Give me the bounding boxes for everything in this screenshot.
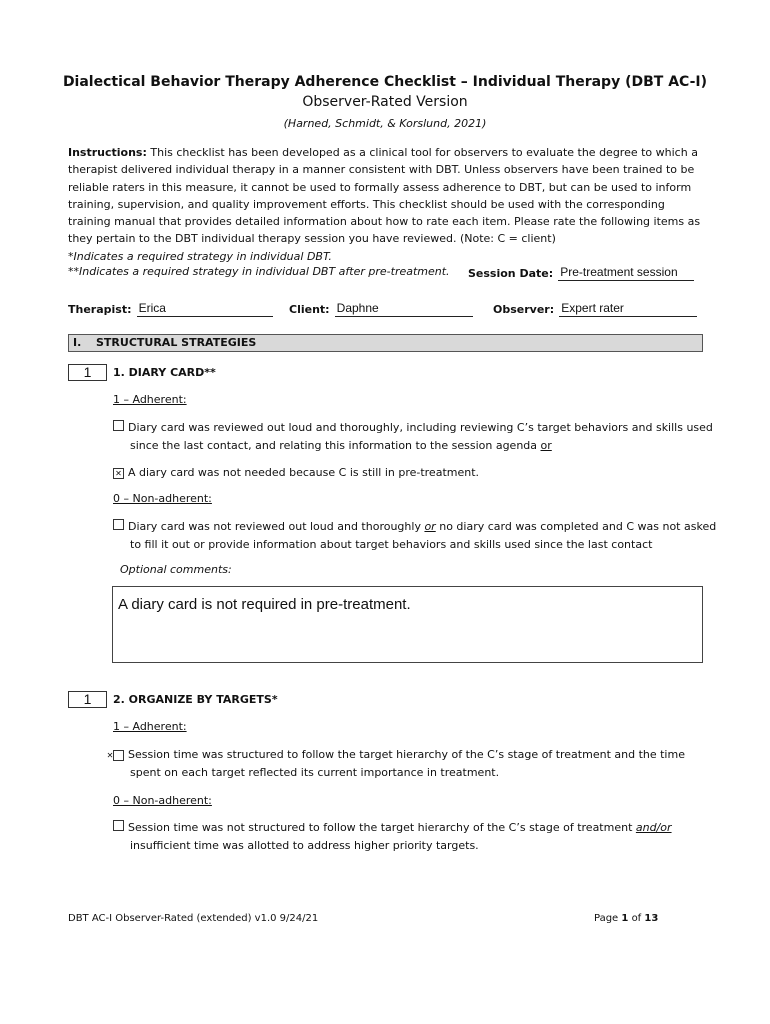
therapist-label: Therapist: [68,303,132,316]
item2-nonadherent-option [113,819,718,855]
item1-option2-text: A diary card was not needed because C is still in pre-treatment. [128,466,480,479]
item2-adherent-label: 1 – Adherent: [113,720,187,733]
item2-score-field[interactable]: 1 [68,691,107,708]
item1-adherent-label: 1 – Adherent: [113,393,187,406]
item1-adherent-option-1 [113,419,718,455]
item1-comment-text: A diary card is not required in pre-treatment. [118,596,411,613]
page-number [594,913,658,924]
observer-label: Observer: [493,303,555,316]
session-date-row [468,262,694,281]
item2-heading: 2. ORGANIZE BY TARGETS* [113,693,278,706]
session-date-label: Session Date: [468,267,554,280]
section-number: I. [73,336,82,349]
client-value: Daphne [336,301,379,315]
item2-nonadherent-label: 0 – Non-adherent: [113,794,212,807]
therapist-row [68,298,273,317]
client-field[interactable] [335,303,473,317]
item1-option2-checkbox[interactable]: ✕ [113,468,124,479]
observer-value: Expert rater [561,301,624,315]
instructions-label: Instructions: [68,146,147,159]
page-prefix: Page [594,913,619,924]
item2-nonadherent-checkbox[interactable] [113,820,124,831]
page-current: 1 [621,913,629,924]
item1-nonadherent-option [113,518,718,554]
item1-option1-checkbox[interactable] [113,420,124,431]
instructions-block [68,144,708,265]
therapist-field[interactable] [137,303,273,317]
therapist-value: Erica [138,301,166,315]
item1-nonadherent-label: 0 – Non-adherent: [113,492,212,505]
item1-heading: 1. DIARY CARD** [113,366,216,379]
page-of: of [631,913,642,924]
required-after-pretreatment-note: **Indicates a required strategy in individual DBT after pre-treatment. [68,265,450,278]
item1-adherent-option-2 [113,464,479,482]
section-header [68,334,703,352]
instructions-text: This checklist has been developed as a clinical tool for observers to evaluate the degree to which a therapist delivered individual therapy in a manner consistent with DBT. Unless observers have been trained to be reliable raters in this measure, it cannot be used to formally assess adherence to DBT, but can be used to inform training, supervision, and quality improvement efforts. This checklist should be used with the corresponding training manual that provides detailed information about how to rate each item. Please rate the following items as they pertain to the DBT individual therapy session you have reviewed. (Note: C = client) [68,146,701,246]
page-total: 13 [644,913,659,924]
item1-option1-or: or [540,439,552,452]
observer-row [493,298,697,317]
item2-adherent-option [106,746,718,782]
document-subtitle: Observer-Rated Version [302,94,468,110]
observer-field[interactable] [559,303,697,317]
item1-nonadherent-checkbox[interactable] [113,519,124,530]
item2-nonadherent-pre: Session time was not structured to follow the target hierarchy of the C’s stage of treatment [128,821,633,834]
item2-nonadherent-post: insufficient time was allotted to address higher priority targets. [130,839,479,852]
document-title: Dialectical Behavior Therapy Adherence Checklist – Individual Therapy (DBT AC-I) [62,74,708,90]
required-note: *Indicates a required strategy in individual DBT. [68,249,332,263]
item1-comments-box[interactable] [112,586,703,663]
item2-adherent-checkbox[interactable]: ✕ [113,750,124,761]
client-label: Client: [289,303,330,316]
item2-adherent-text: Session time was structured to follow the target hierarchy of the C’s stage of treatment and the time spent on each target reflected its current importance in treatment. [128,748,685,779]
item1-nonadherent-pre: Diary card was not reviewed out loud and thoroughly [128,520,421,533]
item1-score-field[interactable]: 1 [68,364,107,381]
item1-nonadherent-post: no diary card was completed and C was not asked to fill it out or provide information about target behaviors and skills used since the last contact [130,520,717,551]
item1-comments-label: Optional comments: [120,563,232,576]
footer-version: DBT AC-I Observer-Rated (extended) v1.0 9/24/21 [68,913,319,924]
session-date-field[interactable] [558,267,694,281]
session-date-value: Pre-treatment session [560,265,678,279]
item2-nonadherent-andor: and/or [635,821,672,834]
item1-nonadherent-or: or [424,520,436,533]
section-title: STRUCTURAL STRATEGIES [96,336,257,349]
item1-option1-text: Diary card was reviewed out loud and thoroughly, including reviewing C’s target behaviors and skills used since the last contact, and relating this information to the session agenda [128,421,713,452]
client-row [289,298,473,317]
citation: (Harned, Schmidt, & Korslund, 2021) [283,117,487,130]
